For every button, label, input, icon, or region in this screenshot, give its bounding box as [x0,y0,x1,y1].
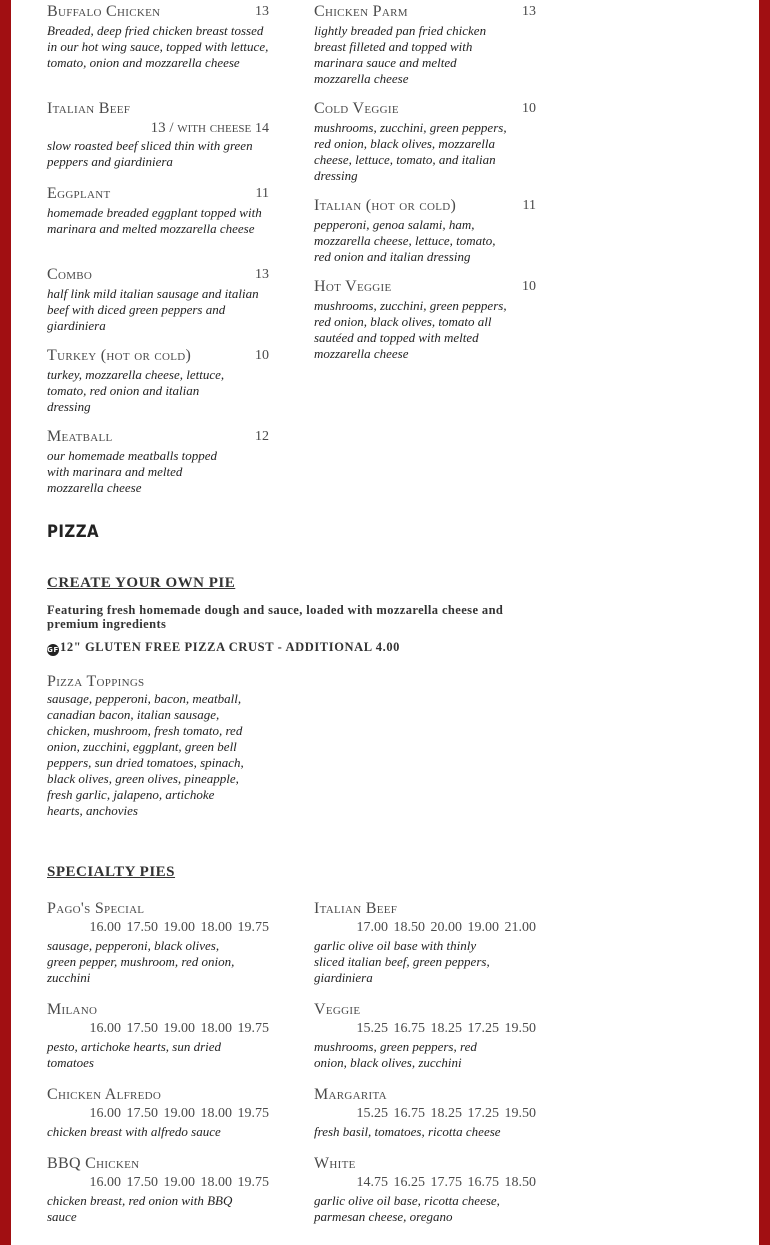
specialty-white [314,1155,536,1225]
item-description: turkey, mozzarella cheese, lettuce, tomato, red onion and italian dressing [47,367,225,414]
item-description: sausage, pepperoni, black olives, green pepper, mushroom, red onion, zucchini [47,938,235,985]
menu-item-buffalo-chicken [47,3,269,71]
featuring-text: Featuring fresh homemade dough and sauce, loaded with mozzarella cheese and premium ingredients [47,603,504,631]
menu-item-turkey [47,347,269,415]
toppings-list: sausage, pepperoni, bacon, meatball, canadian bacon, italian sausage, chicken, mushroom, fresh tomato, red onion, zucchini, eggplant, green bell peppers, sun dried tomatoes, spinach, black olives, green olives, pineapple, fresh garlic, jalapeno, artichoke hearts, anchovies [47,691,244,818]
pizza-heading: PIZZA [47,522,100,542]
item-description: garlic olive oil base with thinly sliced italian beef, green peppers, giardiniera [314,938,490,985]
item-price: 13 [255,4,269,19]
item-name: Milano [47,1001,98,1018]
item-prices: 16.00 17.50 19.00 18.00 19.75 [89,1106,269,1121]
create-your-own-pie-title: CREATE YOUR OWN PIE [47,575,236,591]
item-description: chicken breast, red onion with BBQ sauce [47,1193,233,1224]
item-price: 13 / with cheese 14 [150,120,269,136]
item-prices: 14.75 16.25 17.75 16.75 18.50 [356,1175,536,1190]
item-price: 13 [255,267,269,282]
item-name: Buffalo Chicken [47,3,161,20]
specialty-chicken-alfredo [47,1086,269,1140]
item-prices: 16.00 17.50 19.00 18.00 19.75 [89,1021,269,1036]
item-description: mushrooms, zucchini, green peppers, red onion, black olives, mozzarella cheese, lettuce, tomato, and italian dressing [314,120,507,183]
item-description: mushrooms, green peppers, red onion, black olives, zucchini [314,1039,477,1070]
item-prices: 15.25 16.75 18.25 17.25 19.50 [356,1021,536,1036]
menu-item-combo [47,266,269,334]
item-name: Italian (hot or cold) [314,197,457,214]
specialty-pagos-special [47,900,269,986]
item-name: Combo [47,266,93,283]
specialty-veggie [314,1001,536,1071]
item-description: Breaded, deep fried chicken breast tossed in our hot wing sauce, topped with lettuce, tomato, onion and mozzarella cheese [47,23,269,70]
item-description: mushrooms, zucchini, green peppers, red onion, black olives, tomato all sautéed and topped with melted mozzarella cheese [314,298,507,361]
item-description: slow roasted beef sliced thin with green peppers and giardiniera [47,138,253,169]
item-name: Chicken Alfredo [47,1086,162,1103]
specialty-bbq-chicken [47,1155,269,1225]
item-name: Italian Beef [47,100,131,117]
item-name: Italian Beef [314,900,398,917]
menu-item-italian [314,197,536,265]
item-description: lightly breaded pan fried chicken breast filleted and topped with marinara sauce and melted mozzarella cheese [314,23,487,86]
item-name: BBQ Chicken [47,1155,140,1172]
gluten-free-text: 12" GLUTEN FREE PIZZA CRUST - ADDITIONAL 4.00 [60,640,401,654]
item-price: 10 [522,101,536,116]
item-price: 11 [255,186,269,201]
menu-item-hot-veggie [314,278,536,362]
item-description: our homemade meatballs topped with marinara and melted mozzarella cheese [47,448,218,495]
menu-item-meatball [47,428,269,496]
pizza-toppings [47,673,252,819]
item-name: Chicken Parm [314,3,408,20]
item-prices: 17.00 18.50 20.00 19.00 21.00 [356,920,536,935]
item-name: Meatball [47,428,113,445]
menu-item-chicken-parm [314,3,536,87]
item-prices: 16.00 17.50 19.00 18.00 19.75 [89,920,269,935]
menu-item-eggplant [47,185,269,237]
specialty-milano [47,1001,269,1071]
gluten-free-icon: GF [47,646,59,654]
item-prices: 16.00 17.50 19.00 18.00 19.75 [89,1175,269,1190]
specialty-italian-beef [314,900,536,986]
item-price: 13 [522,4,536,19]
item-name: Cold Veggie [314,100,399,117]
item-name: Turkey (hot or cold) [47,347,192,364]
menu-item-cold-veggie [314,100,536,184]
specialty-margarita [314,1086,536,1140]
item-description: garlic olive oil base, ricotta cheese, parmesan cheese, oregano [314,1193,500,1224]
item-name: White [314,1155,356,1172]
menu-item-italian-beef [47,100,269,170]
item-description: homemade breaded eggplant topped with marinara and melted mozzarella cheese [47,205,262,236]
item-name: Veggie [314,1001,361,1018]
gluten-free-note [47,640,400,656]
item-description: chicken breast with alfredo sauce [47,1124,221,1139]
item-name: Eggplant [47,185,111,202]
item-name: Pago's Special [47,900,145,917]
item-description: pesto, artichoke hearts, sun dried tomatoes [47,1039,222,1070]
item-price: 10 [255,348,269,363]
item-description: pepperoni, genoa salami, ham, mozzarella cheese, lettuce, tomato, red onion and italian dressing [314,217,496,264]
item-prices: 15.25 16.75 18.25 17.25 19.50 [356,1106,536,1121]
toppings-title: Pizza Toppings [47,673,145,690]
item-price: 11 [522,198,536,213]
item-name: Hot Veggie [314,278,392,295]
item-description: half link mild italian sausage and italian beef with diced green peppers and giardiniera [47,286,259,333]
specialty-pies-title: SPECIALTY PIES [47,864,176,880]
item-price: 10 [522,279,536,294]
item-description: fresh basil, tomatoes, ricotta cheese [314,1124,501,1139]
item-name: Margarita [314,1086,387,1103]
item-price: 12 [255,429,269,444]
